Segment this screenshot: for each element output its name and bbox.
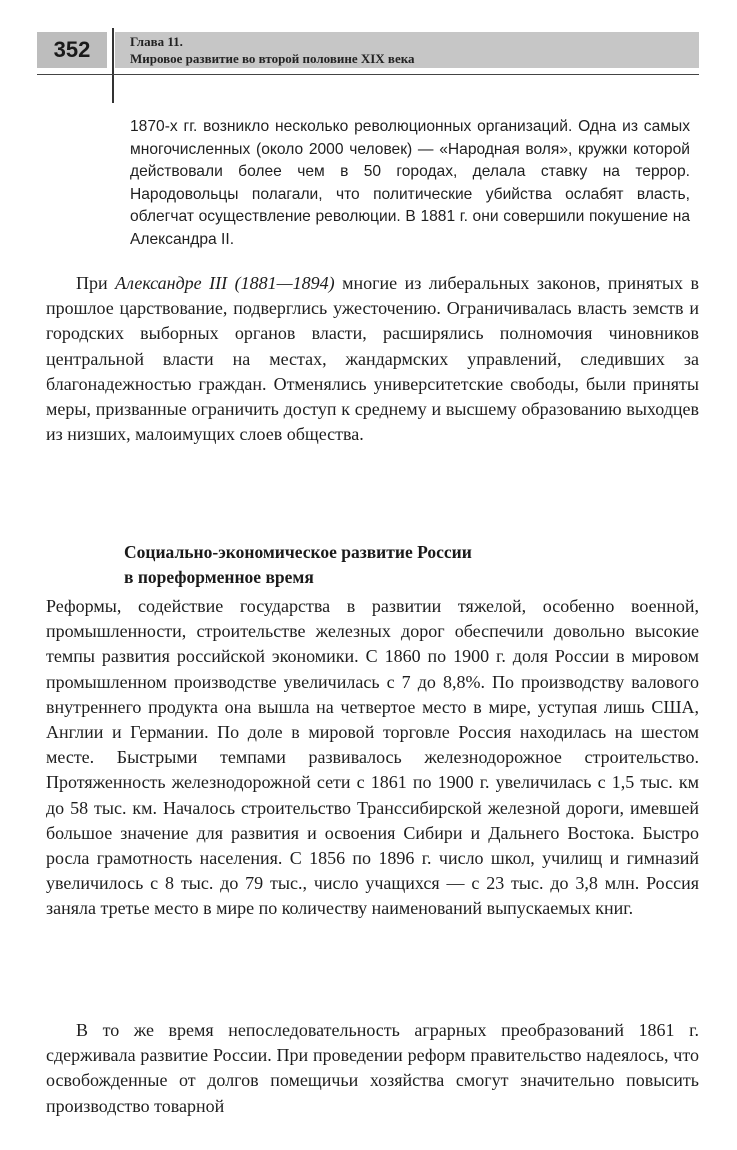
paragraph-emphasis: Александре III (1881—1894) — [115, 273, 335, 293]
paragraph-rest: многие из либеральных законов, принятых в прошлое царствование, подверглись ужесточению. Ограничивалась власть земств и городских выборных органов власти, расширялись полномочия чиновников центральной власти на местах, жандармских управлений, следивших за благонадежностью граждан. Отменялись университетские свободы, были приняты меры, призванные ограничить доступ к среднему и высшему образованию выходцев из низших, малоимущих слоев общества. — [46, 273, 699, 445]
paragraph-alexander-iii — [46, 271, 699, 447]
header-vertical-rule — [112, 28, 114, 103]
chapter-title: Мировое развитие во второй половине XIX века — [130, 51, 415, 66]
sidebar-note: 1870-х гг. возникло несколько революционных организаций. Одна из самых многочисленных (около 2000 человек) — «Народная воля», кружки которой действовали более чем в 50 городах, делала ставку на террор. Народовольцы полагали, что политические убийства ослабят власть, облегчат осуществление революции. В 1881 г. они совершили покушение на Александра II. — [130, 118, 690, 248]
paragraph-agrarian-reforms: В то же время непоследовательность аграрных преобразований 1861 г. сдерживала развитие России. При проведении реформ правительство надеялось, что освобожденные от долгов помещичьи хозяйства смогут значительно повысить производство товарной — [46, 1020, 699, 1116]
header-rule — [37, 74, 699, 75]
page-number: 352 — [37, 32, 107, 68]
section-heading-line2: в пореформенное время — [124, 567, 314, 587]
section-heading — [124, 540, 684, 590]
paragraph-lead: При — [76, 273, 116, 293]
running-header — [0, 28, 737, 88]
section-heading-line1: Социально-экономическое развитие России — [124, 542, 472, 562]
paragraph-economic-development: Реформы, содействие государства в развитии тяжелой, особенно военной, промышленности, строительстве железных дорог обеспечили довольно высокие темпы развития российской экономики. С 1860 по 1900 г. доля России в мировом промышленном производстве увеличилась с 7 до 8,8%. По производству валового внутреннего продукта она вышла на четвертое место в мире, уступая лишь США, Англии и Германии. По доле в мировой торговле Россия находилась на шестом месте. Быстрыми темпами развивалось железнодорожное строительство. Протяженность железнодорожной сети с 1861 по 1900 г. увеличилась с 1,5 тыс. км до 58 тыс. км. Началось строительство Транссибирской железной дороги, имевшей большое значение для развития и освоения Сибири и Дальнего Востока. Быстро росла грамотность населения. С 1856 по 1896 г. число школ, училищ и гимназий увеличилось с 8 тыс. до 79 тыс., число учащихся — с 23 тыс. до 3,8 млн. Россия заняла третье место в мире по количеству наименований выпускаемых книг. — [46, 596, 699, 919]
chapter-label: Глава 11. — [130, 34, 183, 49]
